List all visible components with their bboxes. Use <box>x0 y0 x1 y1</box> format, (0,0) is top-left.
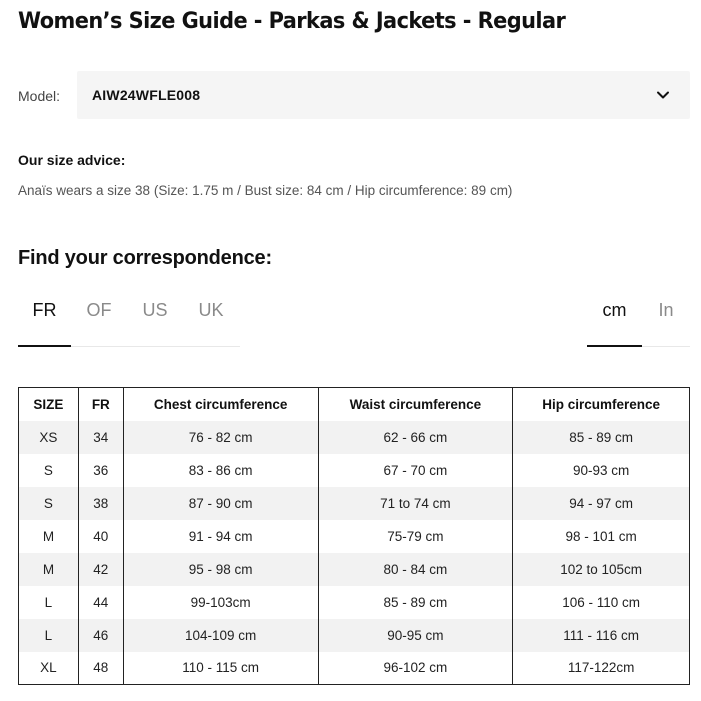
cell-hip: 111 - 116 cm <box>513 619 690 652</box>
cell-chest: 76 - 82 cm <box>123 421 318 454</box>
cell-chest: 87 - 90 cm <box>123 487 318 520</box>
cell-hip: 106 - 110 cm <box>513 586 690 619</box>
model-select[interactable] <box>77 71 690 119</box>
cell-hip: 94 - 97 cm <box>513 487 690 520</box>
cell-size: L <box>19 619 79 652</box>
cell-fr: 38 <box>78 487 123 520</box>
cell-hip: 85 - 89 cm <box>513 421 690 454</box>
cell-size: M <box>19 520 79 553</box>
size-table <box>18 387 690 685</box>
table-row <box>19 586 690 619</box>
cell-fr: 42 <box>78 553 123 586</box>
correspondence-title: Find your correspondence: <box>18 247 272 269</box>
cell-size: L <box>19 586 79 619</box>
cell-chest: 95 - 98 cm <box>123 553 318 586</box>
cell-waist: 80 - 84 cm <box>318 553 513 586</box>
cell-waist: 62 - 66 cm <box>318 421 513 454</box>
cell-waist: 85 - 89 cm <box>318 586 513 619</box>
column-header-hip: Hip circumference <box>513 388 690 421</box>
tab-us[interactable]: US <box>142 300 168 320</box>
cell-waist: 67 - 70 cm <box>318 454 513 487</box>
cell-fr: 36 <box>78 454 123 487</box>
tab-in[interactable]: In <box>658 300 674 320</box>
cell-fr: 48 <box>78 652 123 685</box>
column-header-chest: Chest circumference <box>123 388 318 421</box>
cell-fr: 46 <box>78 619 123 652</box>
cell-hip: 102 to 105cm <box>513 553 690 586</box>
tab-uk[interactable]: UK <box>198 300 224 320</box>
cell-size: S <box>19 487 79 520</box>
table-row <box>19 652 690 685</box>
cell-chest: 104-109 cm <box>123 619 318 652</box>
cell-size: S <box>19 454 79 487</box>
cell-waist: 75-79 cm <box>318 520 513 553</box>
cell-hip: 90-93 cm <box>513 454 690 487</box>
cell-hip: 98 - 101 cm <box>513 520 690 553</box>
table-row <box>19 421 690 454</box>
size-advice-title: Our size advice: <box>18 152 126 168</box>
cell-chest: 91 - 94 cm <box>123 520 318 553</box>
cell-waist: 71 to 74 cm <box>318 487 513 520</box>
page-title: Women’s Size Guide - Parkas & Jackets - Regular <box>18 9 566 34</box>
model-select-value: AIW24WFLE008 <box>92 87 201 103</box>
cell-waist: 90-95 cm <box>318 619 513 652</box>
tab-cm[interactable]: cm <box>587 296 642 347</box>
chevron-down-icon <box>656 88 670 102</box>
model-label: Model: <box>18 88 61 104</box>
cell-fr: 44 <box>78 586 123 619</box>
table-row <box>19 487 690 520</box>
cell-chest: 110 - 115 cm <box>123 652 318 685</box>
table-row <box>19 520 690 553</box>
tab-of[interactable]: OF <box>86 300 112 320</box>
cell-chest: 83 - 86 cm <box>123 454 318 487</box>
cell-chest: 99-103cm <box>123 586 318 619</box>
cell-size: XL <box>19 652 79 685</box>
cell-fr: 40 <box>78 520 123 553</box>
column-header-waist: Waist circumference <box>318 388 513 421</box>
cell-size: M <box>19 553 79 586</box>
cell-hip: 117-122cm <box>513 652 690 685</box>
table-row <box>19 619 690 652</box>
size-advice-text: Anaïs wears a size 38 (Size: 1.75 m / Bust size: 84 cm / Hip circumference: 89 cm) <box>18 183 513 198</box>
table-row <box>19 553 690 586</box>
unit-tabs <box>587 296 690 347</box>
table-row <box>19 454 690 487</box>
column-header-size: SIZE <box>19 388 79 421</box>
tab-fr[interactable]: FR <box>18 296 71 347</box>
size-system-tabs <box>18 296 240 347</box>
cell-fr: 34 <box>78 421 123 454</box>
column-header-fr: FR <box>78 388 123 421</box>
table-header-row <box>19 388 690 421</box>
cell-size: XS <box>19 421 79 454</box>
cell-waist: 96-102 cm <box>318 652 513 685</box>
